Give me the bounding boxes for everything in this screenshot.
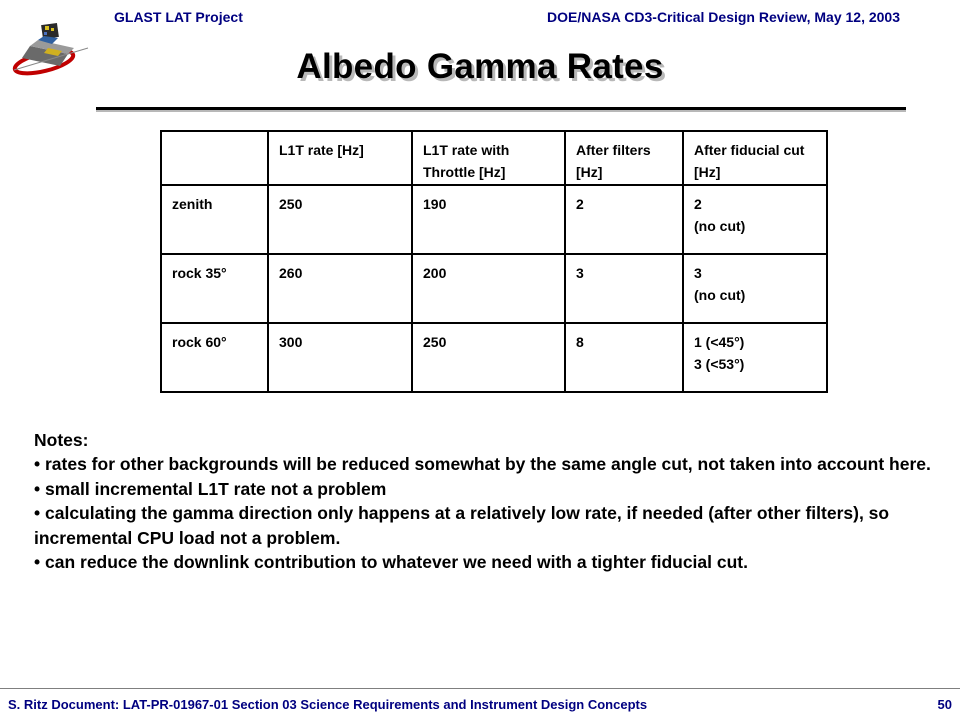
table-row: [161, 254, 827, 323]
fiducial-rate-cell: [683, 185, 827, 254]
l1t-rate-cell: 250: [268, 185, 412, 254]
fiducial-value: 2: [694, 196, 702, 212]
row-label: rock 60°: [161, 323, 268, 392]
fiducial-value: 3: [694, 265, 702, 281]
table-header-blank: [161, 131, 268, 185]
header-review: DOE/NASA CD3-Critical Design Review, May 12, 2003: [547, 9, 900, 25]
notes-heading: Notes:: [34, 430, 89, 450]
footer-document-info: S. Ritz Document: LAT-PR-01967-01 Section 03 Science Requirements and Instrument Design Concepts: [8, 697, 648, 712]
fiducial-note: (no cut): [694, 218, 746, 234]
filters-rate-cell: 8: [565, 323, 683, 392]
note-item: • calculating the gamma direction only happens at a relatively low rate, if needed (after other filters), so incremental CPU load not a problem.: [34, 503, 890, 548]
table-header-after-filters: After filters [Hz]: [565, 131, 683, 185]
l1t-rate-cell: 300: [268, 323, 412, 392]
row-label: zenith: [161, 185, 268, 254]
table-header-l1t-rate: L1T rate [Hz]: [268, 131, 412, 185]
throttle-rate-cell: 250: [412, 323, 565, 392]
title-divider: [96, 107, 906, 110]
note-item: • rates for other backgrounds will be reduced somewhat by the same angle cut, not taken into account here.: [34, 454, 931, 475]
table-header-l1t-throttle: L1T rate with Throttle [Hz]: [412, 131, 565, 185]
filters-rate-cell: 3: [565, 254, 683, 323]
note-item: • small incremental L1T rate not a problem: [34, 478, 387, 499]
slide-title: Albedo Gamma Rates: [296, 47, 664, 86]
row-label: rock 35°: [161, 254, 268, 323]
table-row: [161, 185, 827, 254]
throttle-rate-cell: 200: [412, 254, 565, 323]
table-row: [161, 323, 827, 392]
table-header-after-fiducial: After fiducial cut [Hz]: [683, 131, 827, 185]
note-item: • can reduce the downlink contribution to whatever we need with a tighter fiducial cut.: [34, 552, 748, 573]
fiducial-note: 3 (<53°): [694, 356, 745, 372]
fiducial-note: (no cut): [694, 287, 746, 303]
filters-rate-cell: 2: [565, 185, 683, 254]
albedo-rates-table: [160, 130, 828, 393]
page-number: 50: [937, 697, 952, 712]
footer-divider: [0, 688, 960, 689]
fiducial-rate-cell: [683, 323, 827, 392]
table-header-row: [161, 131, 827, 185]
fiducial-value: 1 (<45°): [694, 334, 745, 350]
l1t-rate-cell: 260: [268, 254, 412, 323]
fiducial-rate-cell: [683, 254, 827, 323]
throttle-rate-cell: 190: [412, 185, 565, 254]
notes-section: [34, 428, 944, 574]
header-project: GLAST LAT Project: [114, 9, 243, 25]
